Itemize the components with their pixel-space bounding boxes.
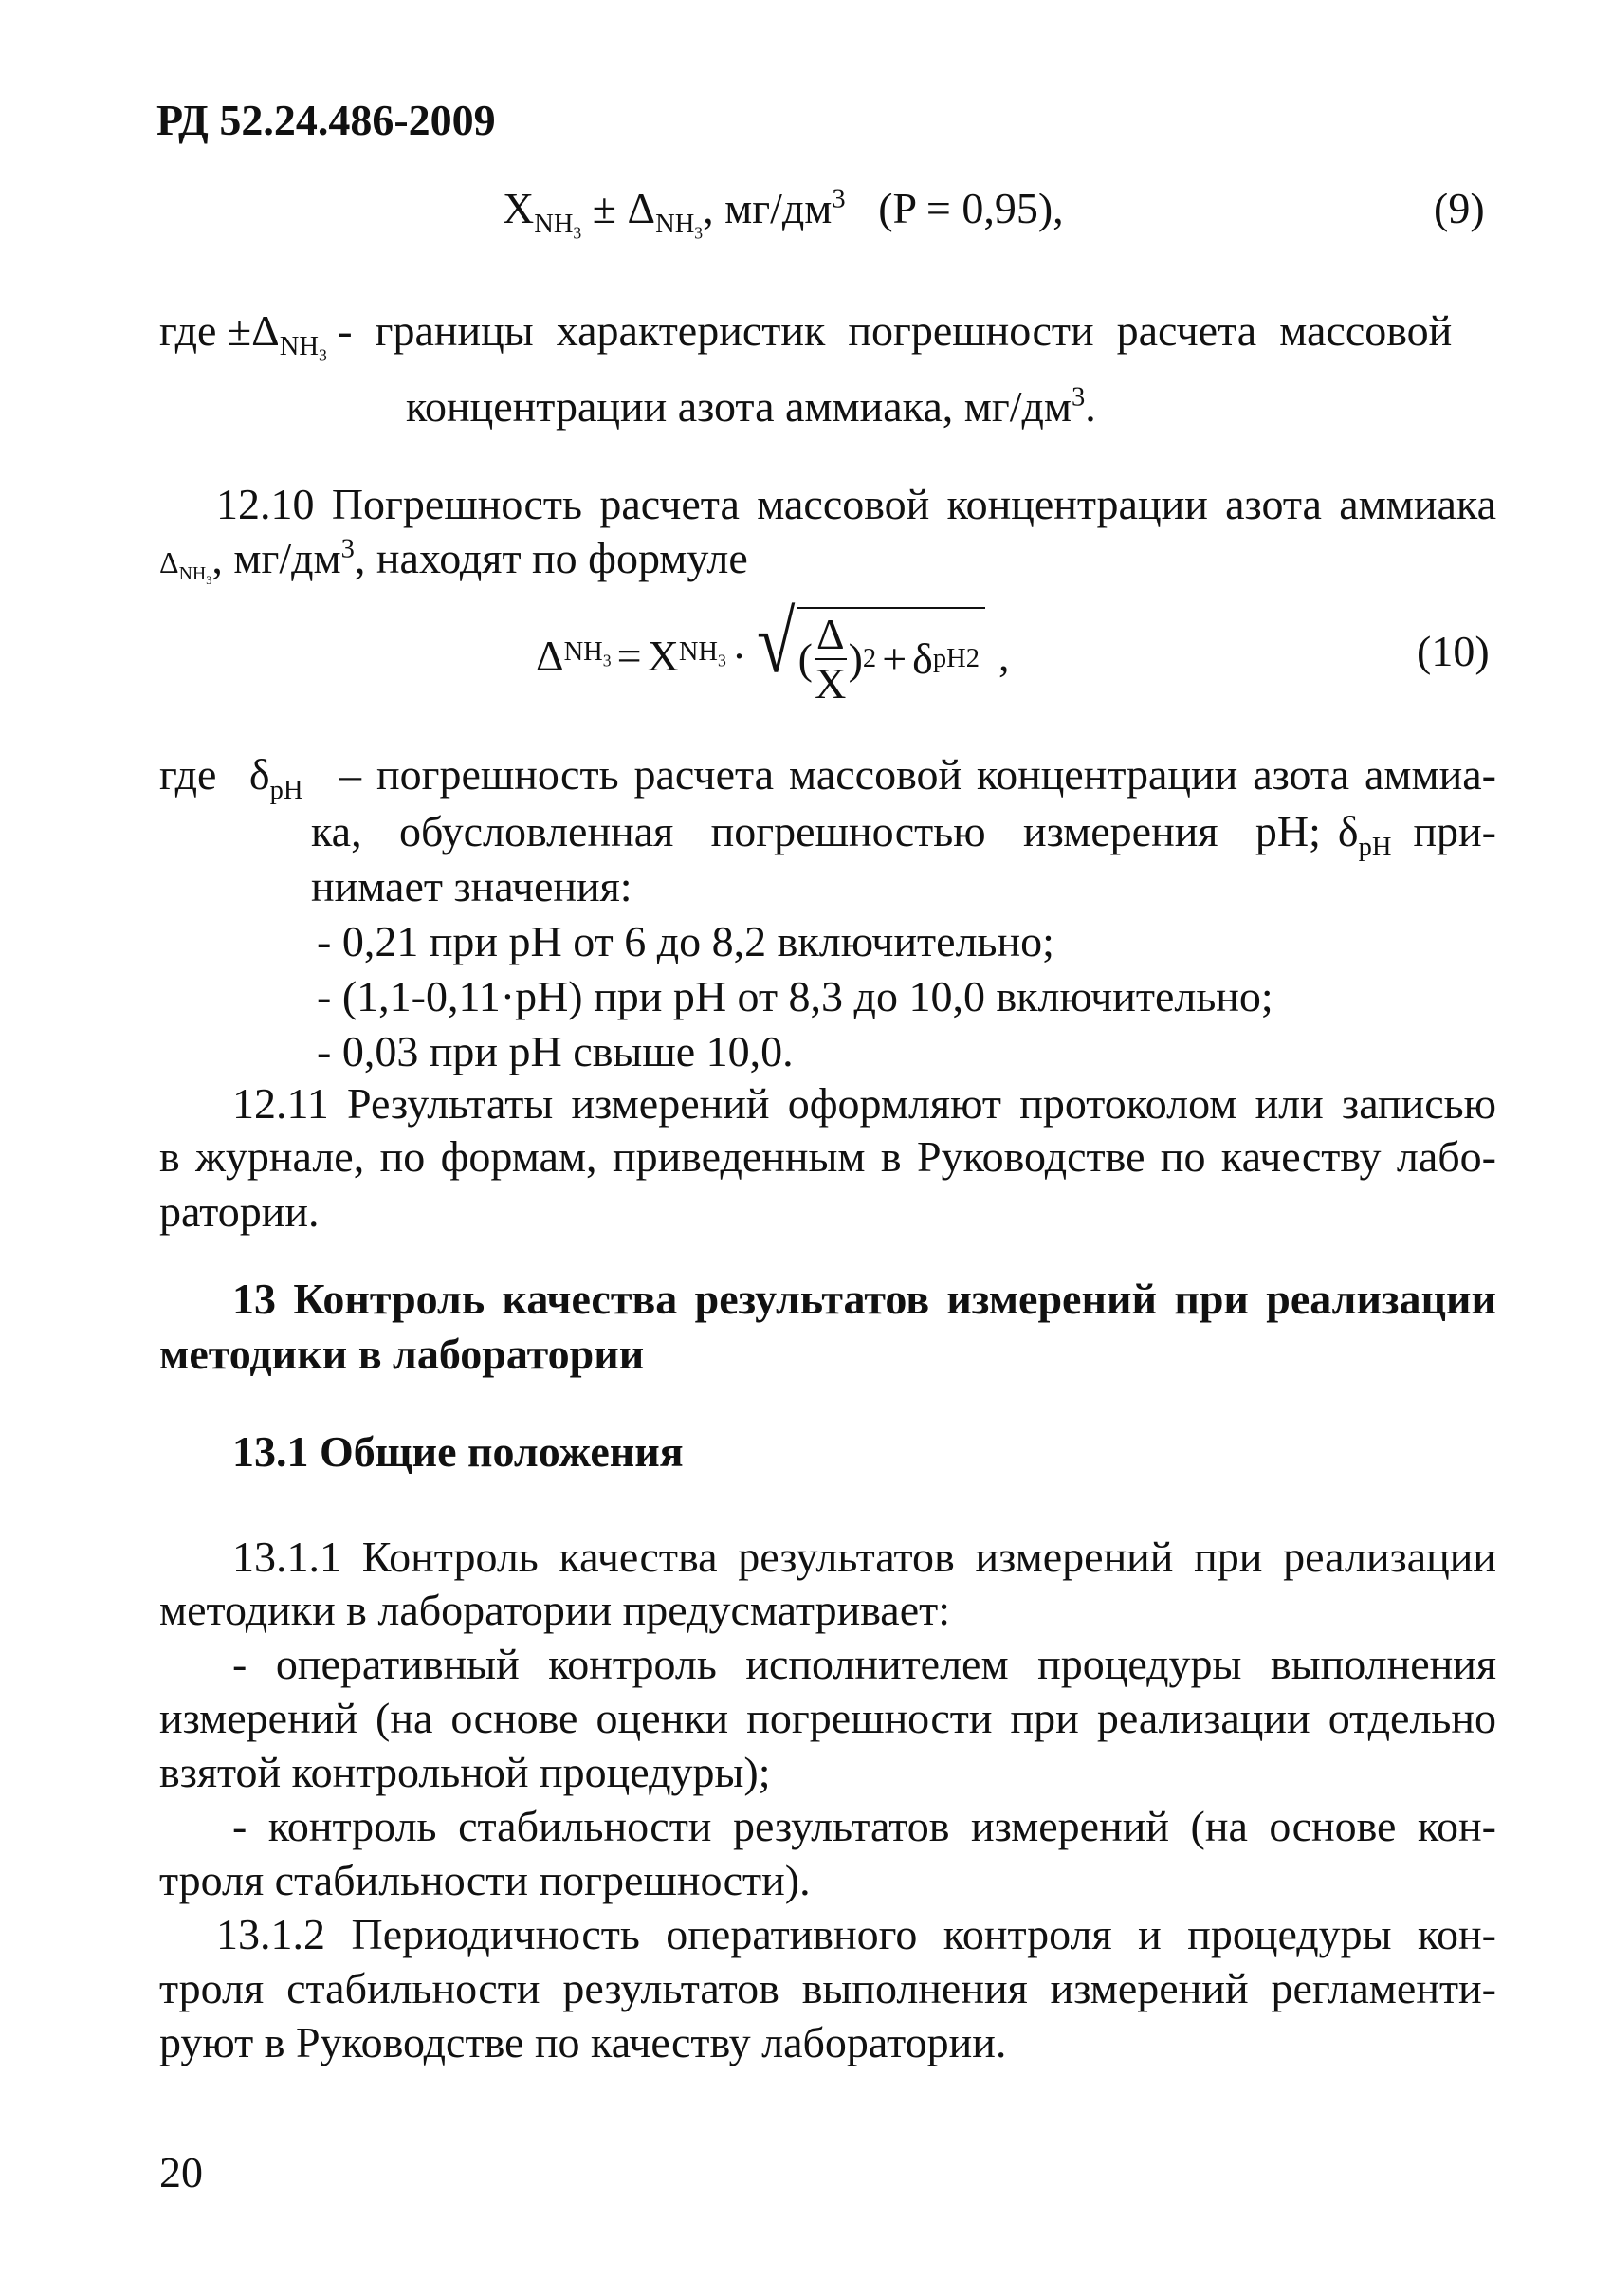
where-9-line2: концентрации азота аммиака, $мг/дм^3$.	[406, 382, 1096, 431]
square-root: √ ( $\frac{\Delta}{X}$ ) 2 + δ pH 2	[752, 607, 985, 706]
paragraph-12-10-line2: $\Delta_{NH_3}$, $мг/дм^3$, находят по формуле	[159, 534, 748, 588]
paragraph-12-10-line1: 12.10 Погрешность расчета массовой концентрации азота аммиака	[216, 480, 1496, 528]
paragraph-12-11-line3: ратории.	[159, 1187, 320, 1236]
section-13-title-line1: 13 Контроль качества результатов измерений при реализации	[232, 1275, 1496, 1323]
paragraph-13-1-1-line1: 13.1.1 Контроль качества результатов измерений при реализации	[232, 1533, 1496, 1581]
fraction: $\frac{\Delta}{X}$	[815, 610, 847, 707]
radical-sign-icon: √	[757, 594, 796, 690]
paragraph-13-1-1-line7: троля стабильности погрешности).	[159, 1856, 811, 1904]
page-number: 20	[159, 2148, 203, 2196]
paragraph-13-1-1-line4: измерений (на основе оценки погрешности при реализации отдельно	[159, 1694, 1496, 1742]
bullet-item: - (1,1-0,11·pH) при pH от 8,3 до 10,0 включительно;	[317, 972, 1273, 1020]
where-9-line1: где $\pm\Delta_{NH_3}$ - границы характеристик погрешности расчета массовой	[159, 306, 1453, 365]
paragraph-13-1-2-line3: руют в Руководстве по качеству лаборатории.	[159, 2018, 1007, 2066]
formula-10: Δ $NH_3$ = X $NH_3$ · √ ( $\frac{\Delta}{X}$ ) 2 + δ pH 2 ,	[536, 594, 1010, 707]
paragraph-13-1-1-line6: - контроль стабильности результатов измерений (на основе кон-	[232, 1802, 1496, 1850]
paragraph-12-11-line2: в журнале, по формам, приведенным в Руководстве по качеству лабо-	[159, 1132, 1496, 1181]
paragraph-12-11-line1: 12.11 Результаты измерений оформляют протоколом или записью	[232, 1079, 1496, 1128]
where-10-prefix: где $\delta_{pH}$	[159, 750, 303, 806]
paragraph-13-1-1-line5: взятой контрольной процедуры);	[159, 1748, 771, 1796]
equation-number-9: (9)	[1434, 184, 1485, 232]
paragraph-13-1-1-line2: методики в лаборатории предусматривает:	[159, 1586, 951, 1634]
bullet-item: - 0,21 при pH от 6 до 8,2 включительно;	[317, 917, 1054, 965]
paragraph-13-1-2-line2: троля стабильности результатов выполнения измерений регламенти-	[159, 1964, 1496, 2012]
where-10-line3: нимает значения:	[311, 862, 632, 910]
equation-number-10: (10)	[1417, 627, 1490, 675]
where-10-line1: – погрешность расчета массовой концентрации азота аммиа-	[339, 750, 1496, 799]
section-13-1-title: 13.1 Общие положения	[232, 1427, 684, 1476]
formula-9: $X_{NH_3} \pm \Delta_{NH_3}$, $мг/дм^3$ (P = 0,95),	[503, 184, 1064, 243]
paragraph-13-1-2-line1: 13.1.2 Периодичность оперативного контроля и процедуры кон-	[216, 1910, 1496, 1958]
paragraph-13-1-1-line3: - оперативный контроль исполнителем процедуры выполнения	[232, 1640, 1496, 1688]
document-code: РД 52.24.486-2009	[156, 96, 496, 144]
section-13-title-line2: методики в лаборатории	[159, 1330, 645, 1378]
where-10-line2: ка, обусловленная погрешностью измерения pH; $\delta_{pH}$ при-	[311, 807, 1496, 863]
bullet-item: - 0,03 при pH свыше 10,0.	[317, 1027, 794, 1075]
